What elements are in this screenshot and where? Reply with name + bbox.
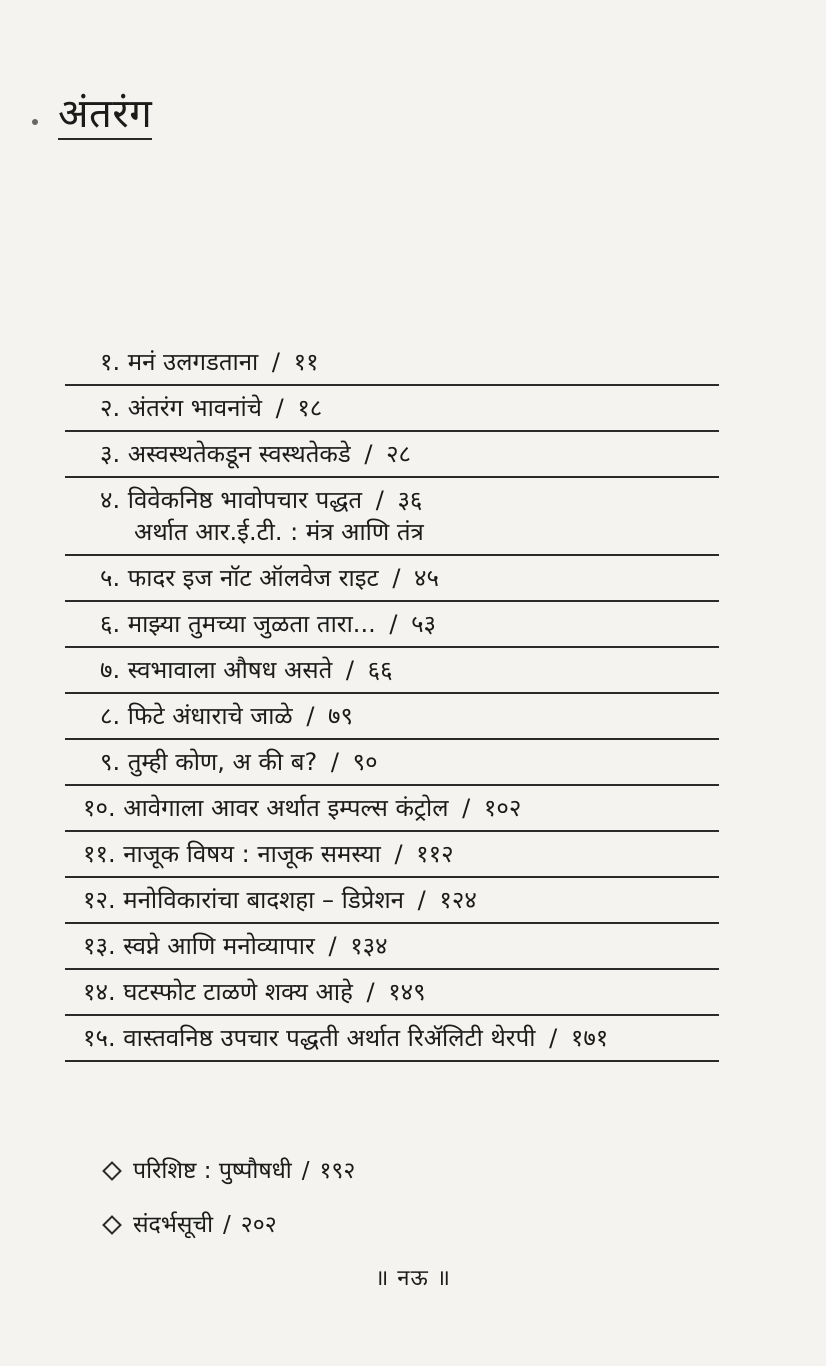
toc-number: १२. bbox=[83, 886, 116, 914]
toc-title: घटस्फोट टाळणे शक्य आहे bbox=[123, 978, 353, 1006]
diamond-bullet-icon bbox=[102, 1161, 122, 1181]
toc-page: ५३ bbox=[411, 610, 437, 638]
toc-title: मनं उलगडताना bbox=[127, 348, 259, 376]
toc-row bbox=[65, 786, 719, 832]
appendix-title: परिशिष्ट : पुष्पौषधी bbox=[133, 1158, 292, 1184]
toc-separator: / bbox=[417, 886, 426, 914]
toc-separator: / bbox=[364, 440, 373, 468]
appendix-page: २०२ bbox=[240, 1212, 277, 1238]
toc-title: फिटे अंधाराचे जाळे bbox=[127, 702, 293, 730]
toc-number: १. bbox=[100, 348, 121, 376]
toc-number: ५. bbox=[100, 564, 121, 592]
toc-row bbox=[65, 602, 719, 648]
toc-title: माझ्या तुमच्या जुळता तारा... bbox=[127, 610, 376, 638]
heading-bullet bbox=[32, 119, 38, 125]
toc-page: १४९ bbox=[388, 978, 426, 1006]
toc-number: २. bbox=[100, 394, 121, 422]
appendix-item bbox=[105, 1198, 705, 1252]
toc-page: ११ bbox=[293, 348, 319, 376]
toc-row bbox=[65, 478, 719, 556]
toc-row bbox=[65, 386, 719, 432]
toc-row bbox=[65, 648, 719, 694]
toc-separator: / bbox=[271, 348, 280, 376]
toc-page: ३६ bbox=[397, 486, 423, 514]
appendix-item bbox=[105, 1144, 705, 1198]
heading-block bbox=[32, 92, 152, 140]
toc-title: फादर इज नॉट ऑलवेज राइट bbox=[127, 564, 379, 592]
toc-number: ११. bbox=[83, 840, 116, 868]
toc-title: अंतरंग भावनांचे bbox=[127, 394, 262, 422]
toc-page: १२४ bbox=[439, 886, 477, 914]
toc-row bbox=[65, 832, 719, 878]
toc-title: तुम्ही कोण, अ की ब? bbox=[127, 748, 318, 776]
toc-page: ९० bbox=[352, 748, 378, 776]
toc-number: १०. bbox=[83, 794, 116, 822]
toc-row bbox=[65, 878, 719, 924]
appendix-separator: / bbox=[223, 1212, 231, 1238]
toc-subtitle: अर्थात आर.ई.टी. : मंत्र आणि तंत्र bbox=[134, 518, 424, 546]
page-title: अंतरंग bbox=[58, 92, 152, 140]
toc-title: स्वभावाला औषध असते bbox=[127, 656, 333, 684]
toc-page: ७९ bbox=[328, 702, 354, 730]
toc-row bbox=[65, 340, 719, 386]
toc-row bbox=[65, 740, 719, 786]
toc-number: ९. bbox=[100, 748, 121, 776]
toc-title: विवेकनिष्ठ भावोपचार पद्धत bbox=[127, 486, 363, 514]
toc-separator: / bbox=[462, 794, 471, 822]
toc-page: २८ bbox=[386, 440, 412, 468]
toc-separator: / bbox=[375, 486, 384, 514]
appendix-page: १९२ bbox=[319, 1158, 356, 1184]
toc-row bbox=[65, 556, 719, 602]
toc-number: १५. bbox=[83, 1024, 116, 1052]
toc-row bbox=[65, 970, 719, 1016]
page-number: ॥ नऊ ॥ bbox=[375, 1266, 451, 1291]
toc-separator: / bbox=[306, 702, 315, 730]
toc-title: नाजूक विषय : नाजूक समस्या bbox=[123, 840, 381, 868]
toc-separator: / bbox=[328, 932, 337, 960]
toc-title: आवेगाला आवर अर्थात इम्पल्स कंट्रोल bbox=[123, 794, 449, 822]
toc-row bbox=[65, 694, 719, 740]
toc-title: अस्वस्थतेकडून स्वस्थतेकडे bbox=[127, 440, 351, 468]
toc-page: १८ bbox=[297, 394, 323, 422]
toc-separator: / bbox=[394, 840, 403, 868]
toc-page: १७१ bbox=[570, 1024, 609, 1052]
toc-page: १३४ bbox=[350, 932, 388, 960]
toc-separator: / bbox=[366, 978, 375, 1006]
toc-separator: / bbox=[389, 610, 398, 638]
toc-number: ३. bbox=[100, 440, 121, 468]
toc-title: स्वप्ने आणि मनोव्यापार bbox=[123, 932, 315, 960]
toc-number: ४. bbox=[100, 486, 121, 514]
appendix-separator: / bbox=[301, 1158, 310, 1184]
toc-separator: / bbox=[392, 564, 401, 592]
toc-number: ७. bbox=[100, 656, 121, 684]
toc-title: वास्तवनिष्ठ उपचार पद्धती अर्थात रिॲलिटी थेरपी bbox=[123, 1024, 536, 1052]
diamond-bullet-icon bbox=[102, 1215, 122, 1235]
toc-number: १४. bbox=[83, 978, 116, 1006]
table-of-contents bbox=[65, 340, 719, 1062]
toc-separator: / bbox=[549, 1024, 558, 1052]
toc-title: मनोविकारांचा बादशहा – डिप्रेशन bbox=[123, 886, 405, 914]
toc-row bbox=[65, 1016, 719, 1062]
toc-number: ६. bbox=[100, 610, 121, 638]
appendix-list bbox=[105, 1144, 705, 1252]
toc-number: ८. bbox=[100, 702, 121, 730]
toc-number: १३. bbox=[83, 932, 116, 960]
toc-page: ६६ bbox=[367, 656, 393, 684]
toc-row bbox=[65, 432, 719, 478]
toc-page: ११२ bbox=[416, 840, 454, 868]
toc-row bbox=[65, 924, 719, 970]
toc-page: ४५ bbox=[414, 564, 440, 592]
appendix-title: संदर्भसूची bbox=[133, 1212, 214, 1238]
toc-separator: / bbox=[275, 394, 284, 422]
toc-separator: / bbox=[330, 748, 339, 776]
toc-separator: / bbox=[345, 656, 354, 684]
toc-page: १०२ bbox=[483, 794, 522, 822]
